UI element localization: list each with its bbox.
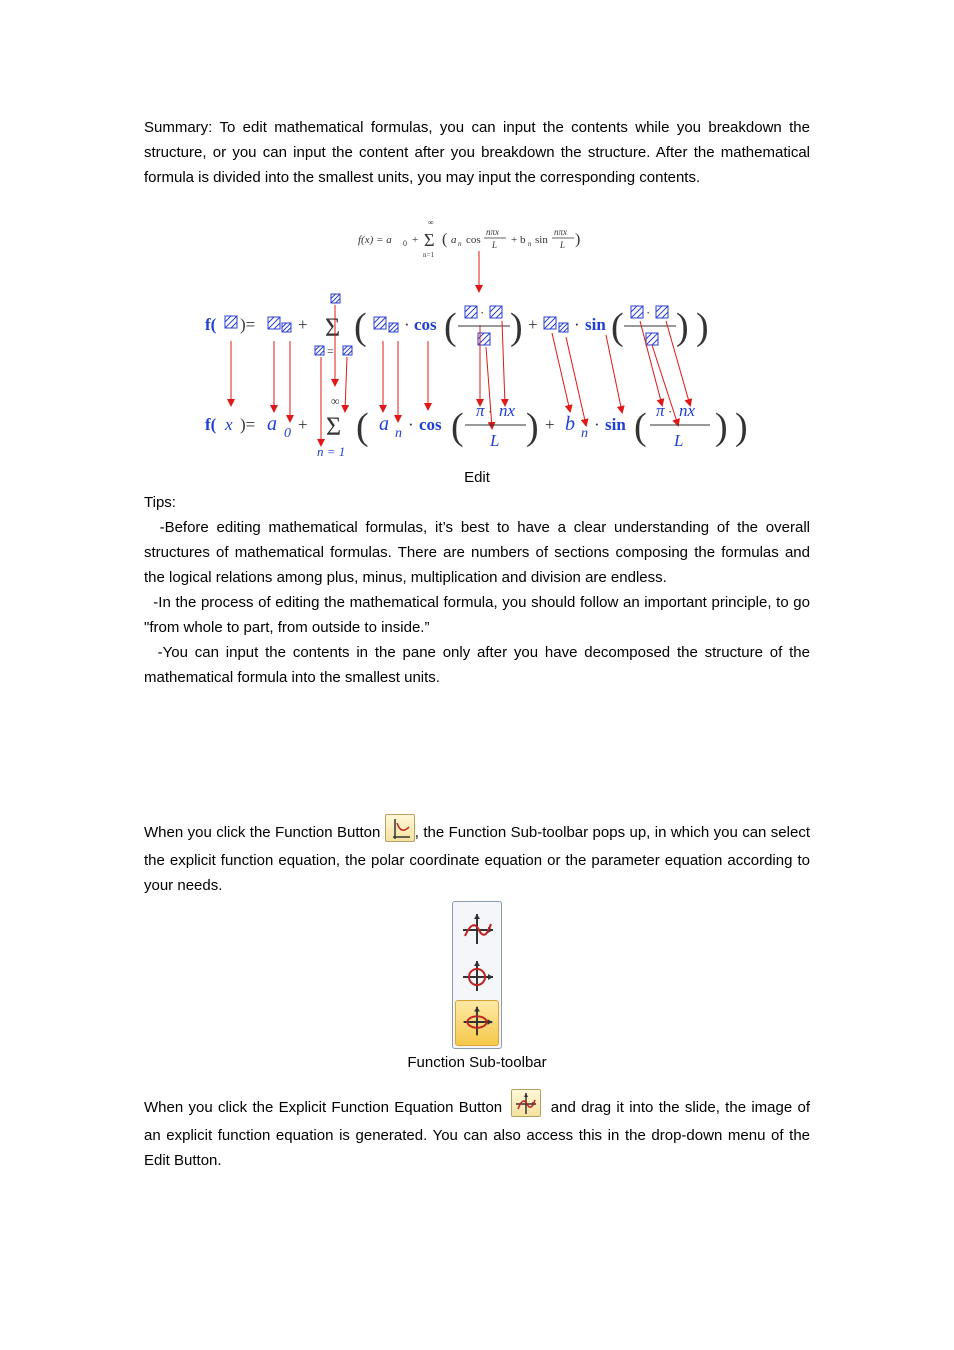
svg-text:∞: ∞ <box>331 394 340 408</box>
svg-text:n: n <box>581 426 588 441</box>
svg-text:nπx: nπx <box>554 227 568 237</box>
svg-text:·: · <box>594 415 600 434</box>
svg-text:): ) <box>696 306 709 348</box>
placeholder-box <box>225 316 237 328</box>
svg-text:Σ: Σ <box>326 412 342 441</box>
tips-title: Tips: <box>144 494 176 511</box>
svg-text:sin: sin <box>585 315 606 334</box>
svg-text:·: · <box>480 305 485 320</box>
svg-text:sin: sin <box>605 415 626 434</box>
svg-text:(: ( <box>611 306 624 348</box>
svg-text:+: + <box>545 415 555 434</box>
svg-text:=: = <box>327 344 334 358</box>
svg-text:+: + <box>298 315 308 334</box>
toolbar-caption: Function Sub-toolbar <box>407 1054 547 1071</box>
svg-text:a: a <box>267 413 277 435</box>
svg-text:): ) <box>575 231 581 248</box>
svg-text:x: x <box>225 415 233 434</box>
svg-text:0: 0 <box>403 239 407 248</box>
svg-text:(: ( <box>356 406 369 448</box>
svg-text:(: ( <box>354 306 367 348</box>
explicit-function-button[interactable] <box>455 906 499 950</box>
function-paragraph: When you click the Function Button , the Function Sub-toolbar pops up, in which you can select the explicit function equation, the polar coordinate equation or the parameter equation according to your needs. <box>144 814 810 898</box>
summary-paragraph: Summary: To edit mathematical formulas, you can input the contents while you breakdown the structure, or you can input the content after you breakdown the structure. After the mathematical formula is divided into the smallest units, you may input the corresponding contents. <box>144 119 810 186</box>
svg-text:(: ( <box>451 406 464 448</box>
svg-text:cos: cos <box>419 415 442 434</box>
svg-text:f(: f( <box>205 315 217 334</box>
svg-text:b: b <box>565 413 575 435</box>
svg-text:·: · <box>488 404 493 419</box>
svg-text:): ) <box>676 306 689 348</box>
svg-text:(: ( <box>442 231 448 248</box>
polar-coordinate-icon <box>455 953 499 997</box>
svg-text:): ) <box>735 406 748 448</box>
tip-item: -In the process of editing the mathematical formula, you should follow an important principle, to go "from whole to part, from outside to inside.” <box>144 594 815 636</box>
svg-text:·: · <box>404 315 410 334</box>
svg-text:(: ( <box>634 406 647 448</box>
parameter-equation-button[interactable] <box>455 1000 499 1046</box>
svg-text:+ b: + b <box>511 234 526 246</box>
svg-text:): ) <box>510 306 523 348</box>
svg-text:sin: sin <box>535 234 548 246</box>
svg-text:L: L <box>674 431 684 450</box>
svg-text:+: + <box>412 234 419 246</box>
svg-text:∞: ∞ <box>428 218 434 227</box>
svg-text:f(x) = a: f(x) = a <box>358 234 392 246</box>
svg-text:): ) <box>526 406 539 448</box>
svg-text:n: n <box>528 240 532 248</box>
tip-item: -Before editing mathematical formulas, it’s best to have a clear understanding of the overall structures of mathematical formulas. There are numbers of sections composing the formulas and the logical relations among plus, minus, multiplication and division are endless. <box>144 519 815 586</box>
svg-text:L: L <box>492 240 498 250</box>
editor-row <box>205 294 709 358</box>
formula-preview <box>358 218 580 259</box>
formula-figure <box>190 215 770 465</box>
explicit-function-icon <box>455 906 499 950</box>
function-sub-toolbar <box>452 901 502 1049</box>
parameter-equation-icon <box>456 1001 498 1043</box>
svg-text:+: + <box>528 315 538 334</box>
svg-text:a: a <box>451 234 457 246</box>
svg-text:n: n <box>395 426 402 441</box>
svg-text:L: L <box>490 431 500 450</box>
svg-text:π: π <box>656 401 665 420</box>
svg-text:n=1: n=1 <box>423 251 434 259</box>
svg-text:)=: )= <box>240 315 256 334</box>
svg-text:L: L <box>560 240 566 250</box>
svg-text:+: + <box>298 415 308 434</box>
svg-text:f(: f( <box>205 415 217 434</box>
svg-text:cos: cos <box>466 234 481 246</box>
svg-text:nx: nx <box>499 401 516 420</box>
svg-text:n = 1: n = 1 <box>317 444 346 459</box>
svg-text:n: n <box>458 240 462 248</box>
function-icon <box>385 814 415 842</box>
svg-text:Σ: Σ <box>424 230 435 250</box>
svg-text:Σ: Σ <box>325 313 341 342</box>
figure-caption-edit: Edit <box>464 469 490 486</box>
svg-text:·: · <box>574 315 580 334</box>
explicit-function-icon <box>511 1089 541 1117</box>
svg-text:·: · <box>646 305 651 320</box>
svg-text:π: π <box>476 401 485 420</box>
svg-text:nx: nx <box>679 401 696 420</box>
explicit-function-paragraph: When you click the Explicit Function Equation Button and drag it into the slide, the image of an explicit function equation is generated. You can also access this in the drop-down menu of the Edit Button. <box>144 1089 810 1173</box>
svg-text:a: a <box>379 413 389 435</box>
tip-item: -You can input the contents in the pane only after you have decomposed the structure of the mathematical formula into the smallest units. <box>144 644 815 686</box>
filled-formula-row <box>205 394 748 459</box>
svg-text:cos: cos <box>414 315 437 334</box>
svg-text:)=: )= <box>240 415 256 434</box>
svg-text:(: ( <box>444 306 457 348</box>
svg-text:·: · <box>668 404 673 419</box>
svg-text:0: 0 <box>284 426 291 441</box>
svg-text:·: · <box>408 415 414 434</box>
svg-text:nπx: nπx <box>486 227 500 237</box>
polar-coordinate-button[interactable] <box>455 953 499 997</box>
tips-section <box>144 490 815 690</box>
svg-text:): ) <box>715 406 728 448</box>
